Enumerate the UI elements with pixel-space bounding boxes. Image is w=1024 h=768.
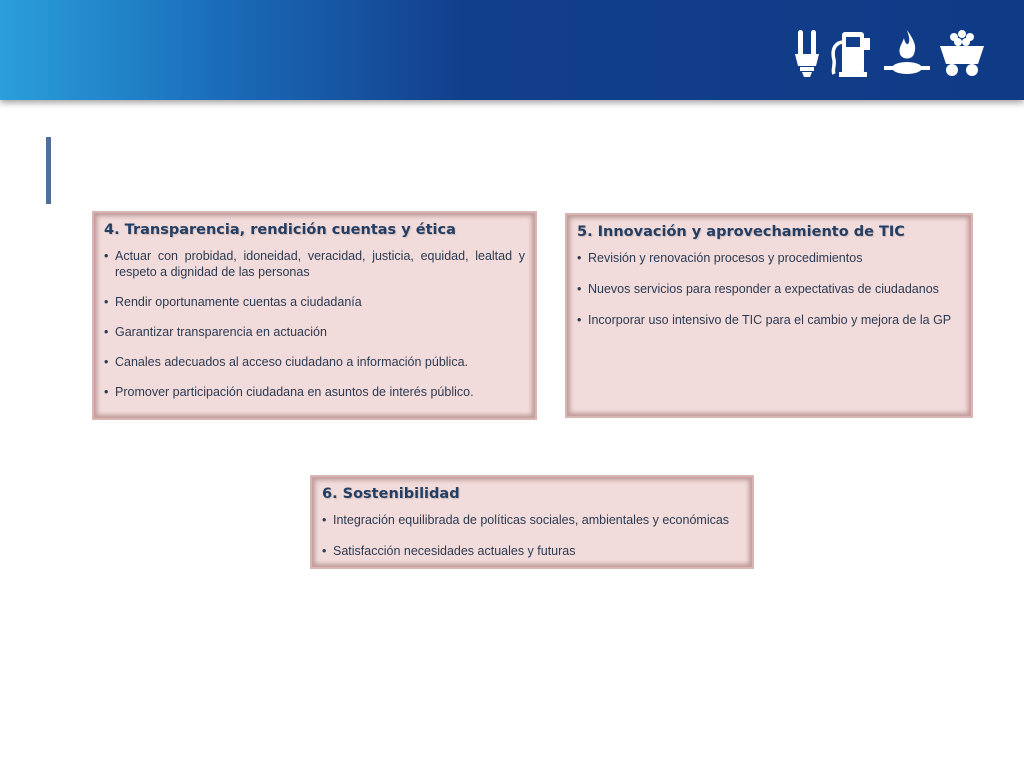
section-title: 5. Innovación y aprovechamiento de TIC bbox=[577, 224, 905, 240]
section-innovation bbox=[567, 215, 971, 416]
gas-flame-icon bbox=[884, 28, 930, 78]
coal-cart-icon bbox=[938, 28, 986, 78]
fuel-pump-icon bbox=[830, 28, 874, 78]
list-item: • Promover participación ciudadana en asuntos de interés público. bbox=[104, 384, 525, 400]
bullet-list bbox=[577, 250, 961, 328]
section-transparency bbox=[94, 213, 535, 418]
section-title: 6. Sostenibilidad bbox=[322, 486, 460, 502]
list-item: • Actuar con probidad, idoneidad, veracidad, justicia, equidad, lealtad y respeto a dignidad de las personas bbox=[104, 248, 525, 280]
list-item: • Rendir oportunamente cuentas a ciudadanía bbox=[104, 294, 525, 310]
list-item: • Nuevos servicios para responder a expectativas de ciudadanos bbox=[577, 281, 961, 297]
list-item: • Revisión y renovación procesos y procedimientos bbox=[577, 250, 961, 266]
list-item: • Garantizar transparencia en actuación bbox=[104, 324, 525, 340]
header-banner bbox=[0, 0, 1024, 100]
section-title: 4. Transparencia, rendición cuentas y ética bbox=[104, 222, 456, 238]
section-sustainability bbox=[312, 477, 752, 567]
list-item: • Canales adecuados al acceso ciudadano a información pública. bbox=[104, 354, 525, 370]
list-item: • Integración equilibrada de políticas sociales, ambientales y económicas bbox=[322, 512, 742, 528]
list-item: • Incorporar uso intensivo de TIC para el cambio y mejora de la GP bbox=[577, 312, 961, 328]
bullet-list bbox=[104, 248, 525, 400]
light-bulb-icon bbox=[790, 28, 824, 78]
energy-icons bbox=[790, 28, 990, 80]
bullet-list bbox=[322, 512, 742, 559]
list-item: • Satisfacción necesidades actuales y futuras bbox=[322, 543, 742, 559]
title-accent-bar bbox=[46, 137, 51, 204]
